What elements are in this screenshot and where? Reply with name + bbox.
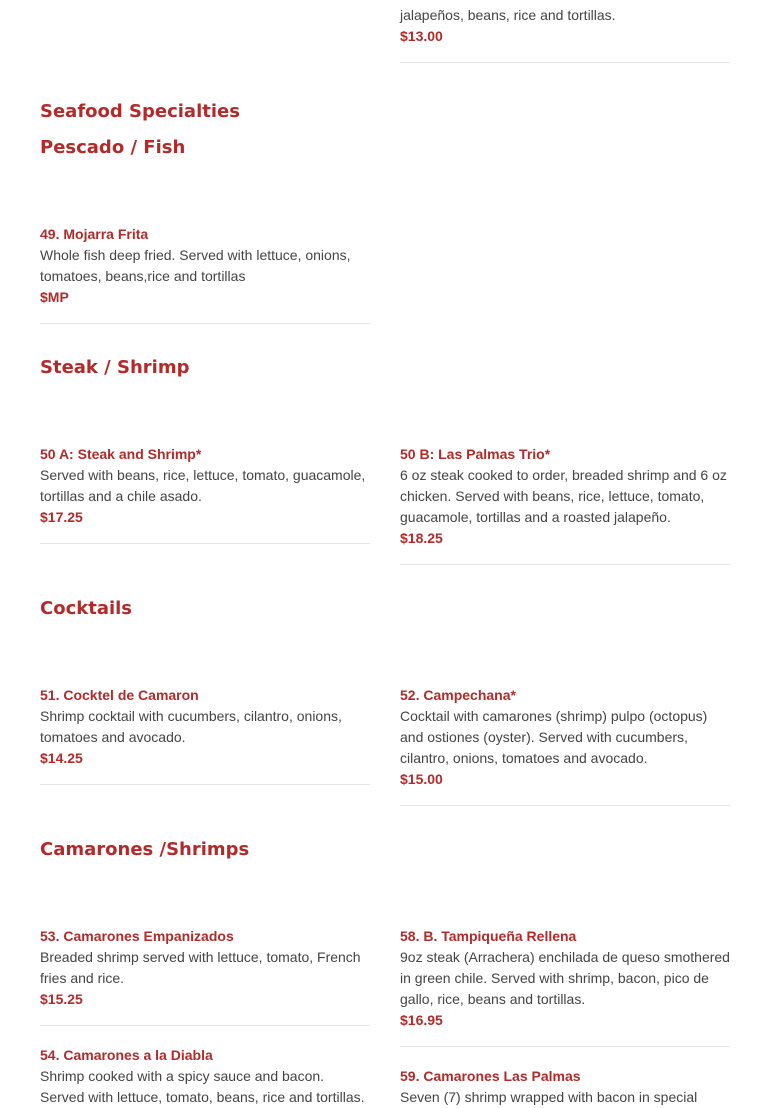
menu-item-59 (400, 1066, 730, 1108)
item-divider (400, 564, 730, 565)
item-name[interactable]: 50 A: Steak and Shrimp* (40, 446, 202, 462)
menu-item-51 (40, 685, 370, 769)
item-description: Shrimp cooked with a spicy sauce and bacon. Served with lettuce, tomato, beans, rice and tortillas. (40, 1068, 365, 1105)
item-price: $MP (40, 289, 69, 305)
section-title-steak-shrimp: Steak / Shrimp (40, 357, 190, 378)
menu-item-53 (40, 926, 370, 1010)
item-price: $15.00 (400, 771, 443, 787)
section-title-seafood: Seafood Specialties (40, 101, 240, 122)
section-title-camarones: Camarones /Shrimps (40, 839, 250, 860)
item-divider (40, 543, 370, 544)
item-divider (400, 62, 730, 63)
section-title-fish: Pescado / Fish (40, 137, 186, 158)
item-name[interactable]: 59. Camarones Las Palmas (400, 1068, 581, 1084)
item-description: Breaded shrimp served with lettuce, tomato, French fries and rice. (40, 949, 361, 986)
item-description: 9oz steak (Arrachera) enchilada de queso smothered in green chile. Served with shrimp, bacon, pico de gallo, rice, beans and tortillas. (400, 949, 730, 1007)
item-price: $16.95 (400, 1012, 443, 1028)
item-description: Cocktail with camarones (shrimp) pulpo (octopus) and ostiones (oyster). Served with cucumbers, cilantro, onions, tomatoes and avocado. (400, 708, 708, 766)
item-price: $18.25 (400, 530, 443, 546)
item-name[interactable]: 49. Mojarra Frita (40, 226, 149, 242)
item-description: Served with beans, rice, lettuce, tomato, guacamole, tortillas and a chile asado. (40, 467, 366, 504)
menu-item-49 (40, 224, 370, 308)
item-price: $15.25 (40, 991, 83, 1007)
menu-item-54 (40, 1045, 370, 1108)
item-description: jalapeños, beans, rice and tortillas. (400, 7, 616, 23)
item-divider (400, 1046, 730, 1047)
item-divider (40, 323, 370, 324)
item-name[interactable]: 51. Cocktel de Camaron (40, 687, 199, 703)
menu-item-52 (400, 685, 730, 790)
item-divider (40, 1025, 370, 1026)
item-description: Whole fish deep fried. Served with lettuce, onions, tomatoes, beans,rice and tortillas (40, 247, 351, 284)
item-name[interactable]: 53. Camarones Empanizados (40, 928, 234, 944)
item-price: $17.25 (40, 509, 83, 525)
item-description: Seven (7) shrimp wrapped with bacon in special (400, 1089, 698, 1105)
item-divider (400, 805, 730, 806)
menu-item-partial-top (400, 0, 730, 47)
section-title-cocktails: Cocktails (40, 598, 133, 619)
item-name[interactable]: 54. Camarones a la Diabla (40, 1047, 213, 1063)
item-name[interactable]: 58. B. Tampiqueña Rellena (400, 928, 577, 944)
item-description: 6 oz steak cooked to order, breaded shrimp and 6 oz chicken. Served with beans, rice, lettuce, tomato, guacamole, tortillas and a roasted jalapeño. (400, 467, 727, 525)
item-name[interactable]: 52. Campechana* (400, 687, 516, 703)
menu-item-58b (400, 926, 730, 1031)
item-divider (40, 784, 370, 785)
item-description: Shrimp cocktail with cucumbers, cilantro, onions, tomatoes and avocado. (40, 708, 342, 745)
item-price: $14.25 (40, 750, 83, 766)
item-name[interactable]: 50 B: Las Palmas Trio* (400, 446, 551, 462)
menu-item-50b (400, 444, 730, 549)
menu-item-50a (40, 444, 370, 528)
item-price: $13.00 (400, 28, 443, 44)
